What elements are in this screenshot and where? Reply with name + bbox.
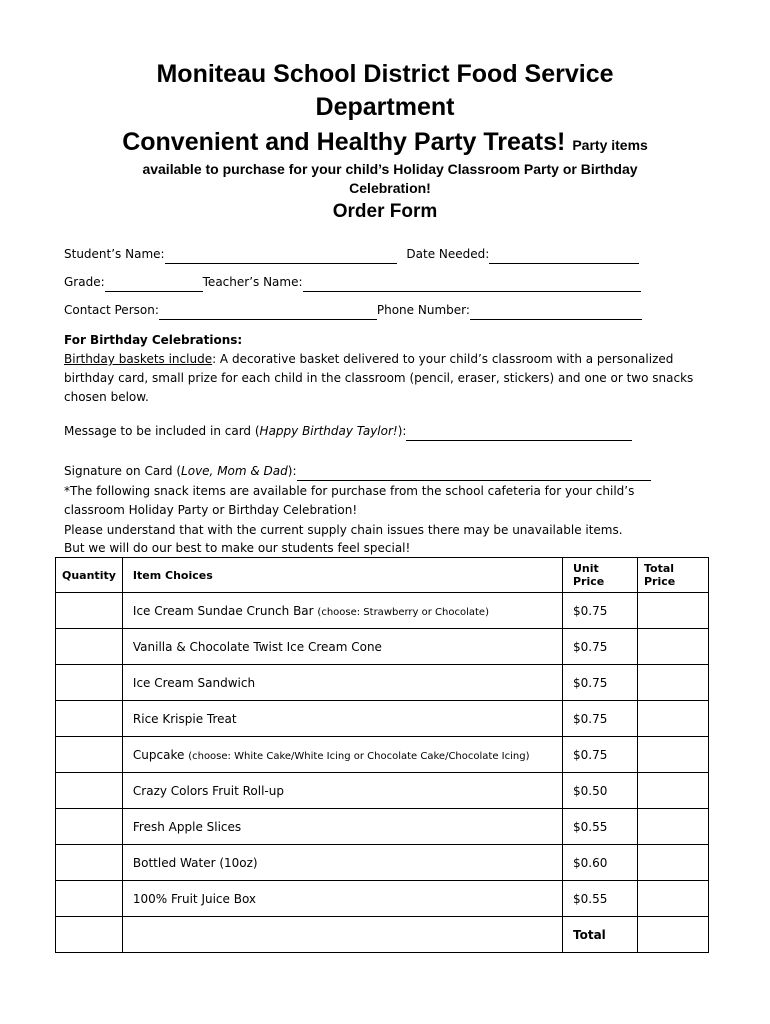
unit-price-cell: $0.60 [563, 845, 638, 881]
birthday-section [64, 331, 704, 407]
unit-price-cell: $0.75 [563, 593, 638, 629]
grade-field[interactable] [105, 277, 203, 292]
unit-price-header: Unit Price [563, 558, 638, 593]
unit-price-cell: $0.55 [563, 809, 638, 845]
grand-total-cell[interactable] [638, 917, 709, 953]
quantity-cell[interactable] [56, 593, 123, 629]
title [0, 58, 770, 124]
unit-price-cell: $0.50 [563, 773, 638, 809]
teacher-name-field[interactable] [303, 277, 641, 292]
table-row [56, 665, 709, 701]
item-name: 100% Fruit Juice Box [132, 891, 257, 906]
item-cell [122, 881, 562, 917]
total-price-cell[interactable] [638, 809, 709, 845]
unit-price-cell: $0.75 [563, 665, 638, 701]
message-field[interactable] [406, 426, 632, 441]
total-price-cell[interactable] [638, 881, 709, 917]
date-needed-label: Date Needed: [406, 247, 490, 261]
supply-note-1: Please understand that with the current supply chain issues there may be unavailable items. [64, 523, 623, 537]
order-table [55, 557, 709, 953]
item-cell [122, 809, 562, 845]
item-header: Item Choices [122, 558, 562, 593]
quantity-cell[interactable] [56, 881, 123, 917]
quantity-cell[interactable] [56, 629, 123, 665]
grade-label: Grade: [64, 275, 105, 289]
contact-person-field[interactable] [159, 305, 377, 320]
snack-note: *The following snack items are available for purchase from the school cafeteria for your child’s classroom Holiday Party or Birthday Celebration! [64, 484, 635, 517]
student-name-label: Student’s Name: [64, 247, 165, 261]
item-cell [122, 737, 562, 773]
item-name: Bottled Water (10oz) [132, 855, 258, 870]
item-note: (choose: Strawberry or Chocolate) [317, 606, 489, 618]
item-cell [122, 593, 562, 629]
unit-price-cell: $0.75 [563, 737, 638, 773]
item-note: (choose: White Cake/White Icing or Chocolate Cake/Chocolate Icing) [188, 750, 530, 762]
quantity-cell[interactable] [56, 665, 123, 701]
total-row [56, 917, 709, 953]
date-needed-field[interactable] [489, 249, 639, 264]
table-row [56, 881, 709, 917]
table-header-row [56, 558, 709, 593]
item-cell [122, 917, 562, 953]
birthday-baskets-paragraph [64, 350, 704, 407]
unit-price-cell: $0.75 [563, 629, 638, 665]
item-name: Vanilla & Chocolate Twist Ice Cream Cone [132, 639, 382, 654]
signature-suffix: ): [287, 464, 297, 478]
item-cell [122, 701, 562, 737]
subtitle-big: Convenient and Healthy Party Treats! [122, 128, 566, 156]
student-name-field[interactable] [165, 249, 397, 264]
total-price-cell[interactable] [638, 593, 709, 629]
item-cell [122, 665, 562, 701]
row-grade-teacher [64, 273, 641, 292]
quantity-cell[interactable] [56, 701, 123, 737]
signature-field[interactable] [297, 466, 651, 481]
quantity-cell[interactable] [56, 845, 123, 881]
total-label: Total [563, 917, 638, 953]
contact-person-label: Contact Person: [64, 303, 159, 317]
message-prefix: Message to be included in card ( [64, 424, 260, 438]
subtitle-small: Party items [572, 137, 648, 153]
row-message [64, 422, 632, 441]
row-contact-phone [64, 301, 642, 320]
item-cell [122, 629, 562, 665]
total-price-cell[interactable] [638, 701, 709, 737]
total-price-cell[interactable] [638, 737, 709, 773]
unit-price-cell: $0.75 [563, 701, 638, 737]
quantity-header: Quantity [56, 558, 123, 593]
form-title: Order Form [332, 201, 438, 222]
phone-number-field[interactable] [470, 305, 642, 320]
item-name: Ice Cream Sundae Crunch Bar [132, 603, 314, 618]
quantity-cell[interactable] [56, 809, 123, 845]
teacher-name-label: Teacher’s Name: [202, 275, 303, 289]
title-line-1: Moniteau School District Food Service [156, 60, 614, 88]
item-name: Crazy Colors Fruit Roll-up [132, 783, 284, 798]
subtitle [0, 126, 770, 162]
quantity-cell [56, 917, 123, 953]
supply-note-2: But we will do our best to make our students feel special! [64, 541, 411, 555]
total-price-cell[interactable] [638, 665, 709, 701]
table-row [56, 701, 709, 737]
total-price-cell[interactable] [638, 629, 709, 665]
signature-example: Love, Mom & Dad [181, 464, 288, 478]
item-cell [122, 845, 562, 881]
quantity-cell[interactable] [56, 773, 123, 809]
item-name: Rice Krispie Treat [132, 711, 237, 726]
table-row [56, 737, 709, 773]
total-price-cell[interactable] [638, 773, 709, 809]
total-price-header: Total Price [638, 558, 709, 593]
title-line-2: Department [315, 93, 455, 121]
row-signature [64, 462, 651, 481]
message-suffix: ): [397, 424, 407, 438]
table-row [56, 845, 709, 881]
signature-prefix: Signature on Card ( [64, 464, 182, 478]
item-name: Ice Cream Sandwich [132, 675, 256, 690]
table-row [56, 629, 709, 665]
unit-price-cell: $0.55 [563, 881, 638, 917]
total-price-cell[interactable] [638, 845, 709, 881]
baskets-text: : A decorative basket delivered to your child’s classroom with a personalized birthday card, small prize for each child in the classroom (pencil, eraser, stickers) and one or two snacks chosen below. [64, 352, 694, 404]
row-student-date [64, 245, 639, 264]
birthday-heading: For Birthday Celebrations: [64, 333, 243, 347]
table-row [56, 593, 709, 629]
item-name: Cupcake [132, 747, 185, 762]
quantity-cell[interactable] [56, 737, 123, 773]
subtitle-rest: available to purchase for your child’s Holiday Classroom Party or Birthday Celebration! [142, 161, 638, 196]
item-cell [122, 773, 562, 809]
item-name: Fresh Apple Slices [132, 819, 242, 834]
table-row [56, 809, 709, 845]
baskets-label: Birthday baskets include [64, 352, 213, 366]
table-row [56, 773, 709, 809]
phone-number-label: Phone Number: [376, 303, 470, 317]
message-example: Happy Birthday Taylor! [259, 424, 398, 438]
